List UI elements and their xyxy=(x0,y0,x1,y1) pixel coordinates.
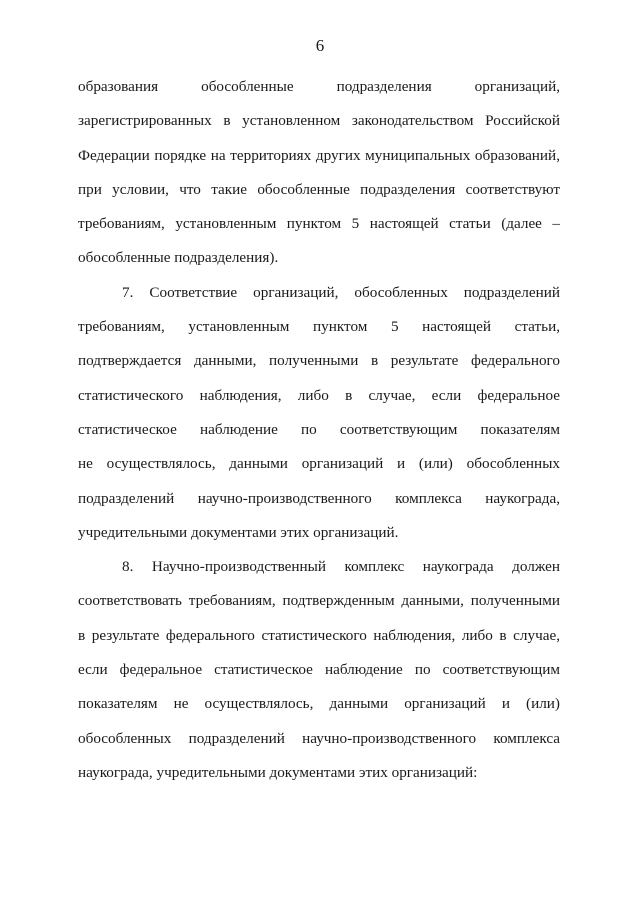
text-line: зарегистрированных в установленном законодательством Российской xyxy=(78,112,560,130)
text-line: образования обособленные подразделения организаций, xyxy=(78,78,560,95)
text-line: показателям не осуществлялось, данными организаций и (или) xyxy=(78,695,560,713)
text-line: в результате федерального статистического наблюдения, либо в случае, xyxy=(78,626,560,644)
paragraph-7 xyxy=(78,276,560,550)
paragraph-continuation xyxy=(78,70,560,276)
document-body xyxy=(78,70,560,790)
text-line: если федеральное статистическое наблюдение по соответствующим xyxy=(78,661,560,679)
page-number: 6 xyxy=(315,36,325,55)
text-line: наукограда, учредительными документами этих организаций: xyxy=(78,763,478,781)
text-line: требованиям, установленным пунктом 5 настоящей статьи (далее – xyxy=(78,215,560,233)
text-line: Федерации порядке на территориях других муниципальных образований, xyxy=(78,146,560,164)
text-line: требованиям, установленным пунктом 5 настоящей статьи, xyxy=(78,318,560,336)
text-line: статистическое наблюдение по соответствующим показателям xyxy=(78,420,560,438)
text-line: подтверждается данными, полученными в результате федерального xyxy=(78,352,560,370)
text-line: подразделений научно-производственного комплекса наукограда, xyxy=(78,489,560,507)
text-line: учредительными документами этих организаций. xyxy=(78,523,399,541)
text-line: 7. Соответствие организаций, обособленных подразделений xyxy=(122,283,560,301)
text-line: соответствовать требованиям, подтвержденным данными, полученными xyxy=(78,592,560,610)
text-line: статистического наблюдения, либо в случае, если федеральное xyxy=(78,386,560,404)
text-line: обособленные подразделения). xyxy=(78,249,279,267)
text-line: при условии, что такие обособленные подразделения соответствуют xyxy=(78,180,560,198)
text-line: не осуществлялось, данными организаций и (или) обособленных xyxy=(78,455,560,473)
text-line: 8. Научно-производственный комплекс наукограда должен xyxy=(122,558,560,576)
text-line: обособленных подразделений научно-производственного комплекса xyxy=(78,729,560,747)
paragraph-8 xyxy=(78,550,560,790)
